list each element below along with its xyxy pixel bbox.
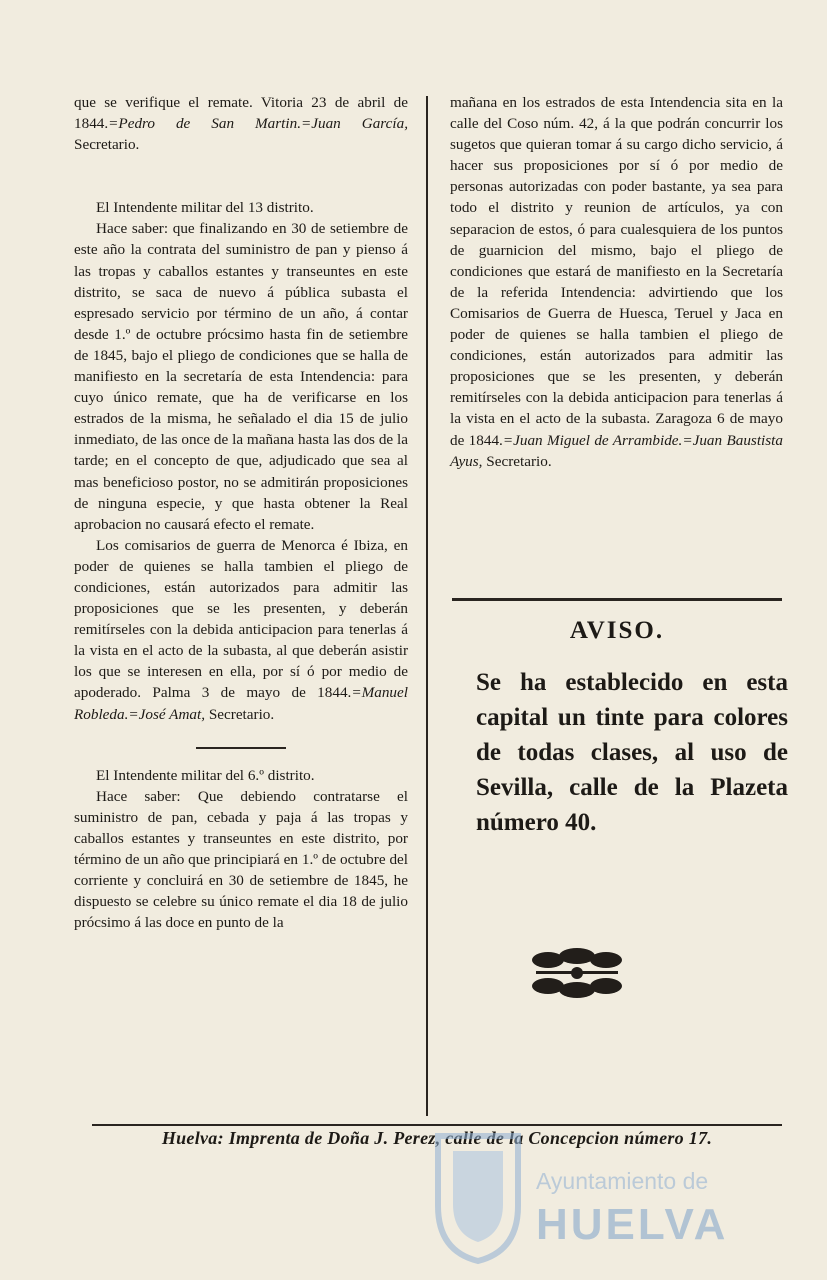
right-para-1-text: mañana en los estrados de esta Intendencia sita en la calle del Coso núm. 42, á la que podrán concurrir los sugetos que quieran tomar á su cargo dicho servicio, á hacer sus proposiciones por sí ó por medio de personas autorizadas con poder bastante, ya sea para todo el distrito y reunion de artículos, ya con separacion de estos, ó para cualesquiera de los puntos de guarnicion del mismo, bajo el pliego de condiciones que estará de manifiesto en la Secretaría de la referida Intendencia: advirtiendo que los Comisarios de Guerra de Huesca, Teruel y Jaca en poder de quienes se halla tambien el pliego de condiciones, están autorizados para admitir las proposiciones que se les presenten, y deberán remitírseles con la debida anticipacion para tenerlas á la vista en el acto de la subasta. Zaragoza 6 de mayo de 1844. — [450, 94, 783, 449]
left-para-3-text: Los comisarios de guerra de Menorca é Ibiza, en poder de quienes se halla tambien el pliego de condiciones, están autorizados para admitir las proposiciones que se les presenten, y deberán remitírseles con la debida anticipacion para tenerlas á la vista en el acto de la subasta, al que deberán asistir los que se interesen en ella, por sí ó por medio de apoderado. Palma 3 de mayo de 1844. — [74, 536, 408, 702]
column-separator — [426, 96, 428, 1116]
left-para-3 — [74, 535, 408, 725]
right-para-1-tail: Secretario. — [482, 452, 552, 470]
coat-of-arms-icon — [428, 1126, 528, 1266]
spacer — [74, 176, 408, 197]
left-para-1-tail: Secretario. — [74, 136, 140, 154]
left-para-1-signature: =Pedro de San Martin.=Juan García, — [108, 115, 408, 133]
watermark-line-1: Ayuntamiento de — [536, 1168, 709, 1194]
watermark-line-2: HUELVA — [536, 1200, 729, 1249]
left-column — [74, 92, 408, 933]
section-divider — [196, 747, 286, 749]
footer-imprint: Huelva: Imprenta de Doña J. Perez, calle de la Concepcion número 17. — [161, 1128, 713, 1148]
left-para-2-heading: El Intendente militar del 13 distrito. — [96, 199, 314, 217]
spacer — [74, 155, 408, 176]
left-para-3-signature: =Manuel Robleda.=José Amat, — [74, 684, 408, 723]
aviso-rule — [452, 598, 782, 601]
watermark — [418, 1106, 827, 1280]
left-para-2-body: Hace saber: que finalizando en 30 de setiembre de este año la contrata del suministro de pan y pienso á las tropas y caballos estantes y transeuntes en este distrito, se saca de nuevo á pública subasta el espresado servicio por término de un año, á contar desde 1.º de octubre prócsimo hasta fin de setiembre de 1845, bajo el pliego de condiciones que se halla de manifiesto en la secretaría de esta Intendencia: para cuyo único remate, que ha de verificarse en los estrados de la misma, he señalado el dia 15 de julio inmediato, de las once de la mañana hasta las dos de la tarde; en el concepto de que, adjudicado que sea al mas beneficioso postor, no se admitirán proposiciones de ninguna especie, y que hasta obtener la Real aprobacion no causará efecto el remate. — [74, 220, 408, 533]
aviso-body: Se ha establecido en esta capital un tinte para colores de todas clases, al uso de Sevilla, calle de la Plazeta número 40. — [476, 669, 788, 836]
left-para-3-tail: Secretario. — [205, 705, 275, 723]
right-para-1-signature: =Juan Miguel de Arrambide.=Juan Baustista Ayus, — [450, 431, 783, 470]
ornament-icon — [528, 946, 626, 1000]
left-para-4-body: Hace saber: Que debiendo contratarse el suministro de pan, cebada y paja á las tropas y caballos estantes y transeuntes en este distrito, por término de un año que principiará en 1.º de octubre del corriente y concluirá en 30 de setiembre de 1845, he dispuesto se celebre su único remate el dia 18 de julio prócsimo á las doce en punto de la — [74, 787, 408, 932]
left-para-4-heading: El Intendente militar del 6.º distrito. — [96, 766, 315, 784]
left-para-1 — [74, 92, 408, 155]
right-column — [450, 92, 783, 472]
aviso-title: AVISO. — [569, 617, 665, 644]
left-para-1-text: que se verifique el remate. Vitoria 23 de abril de 1844. — [74, 94, 408, 133]
right-para-1 — [450, 92, 783, 472]
